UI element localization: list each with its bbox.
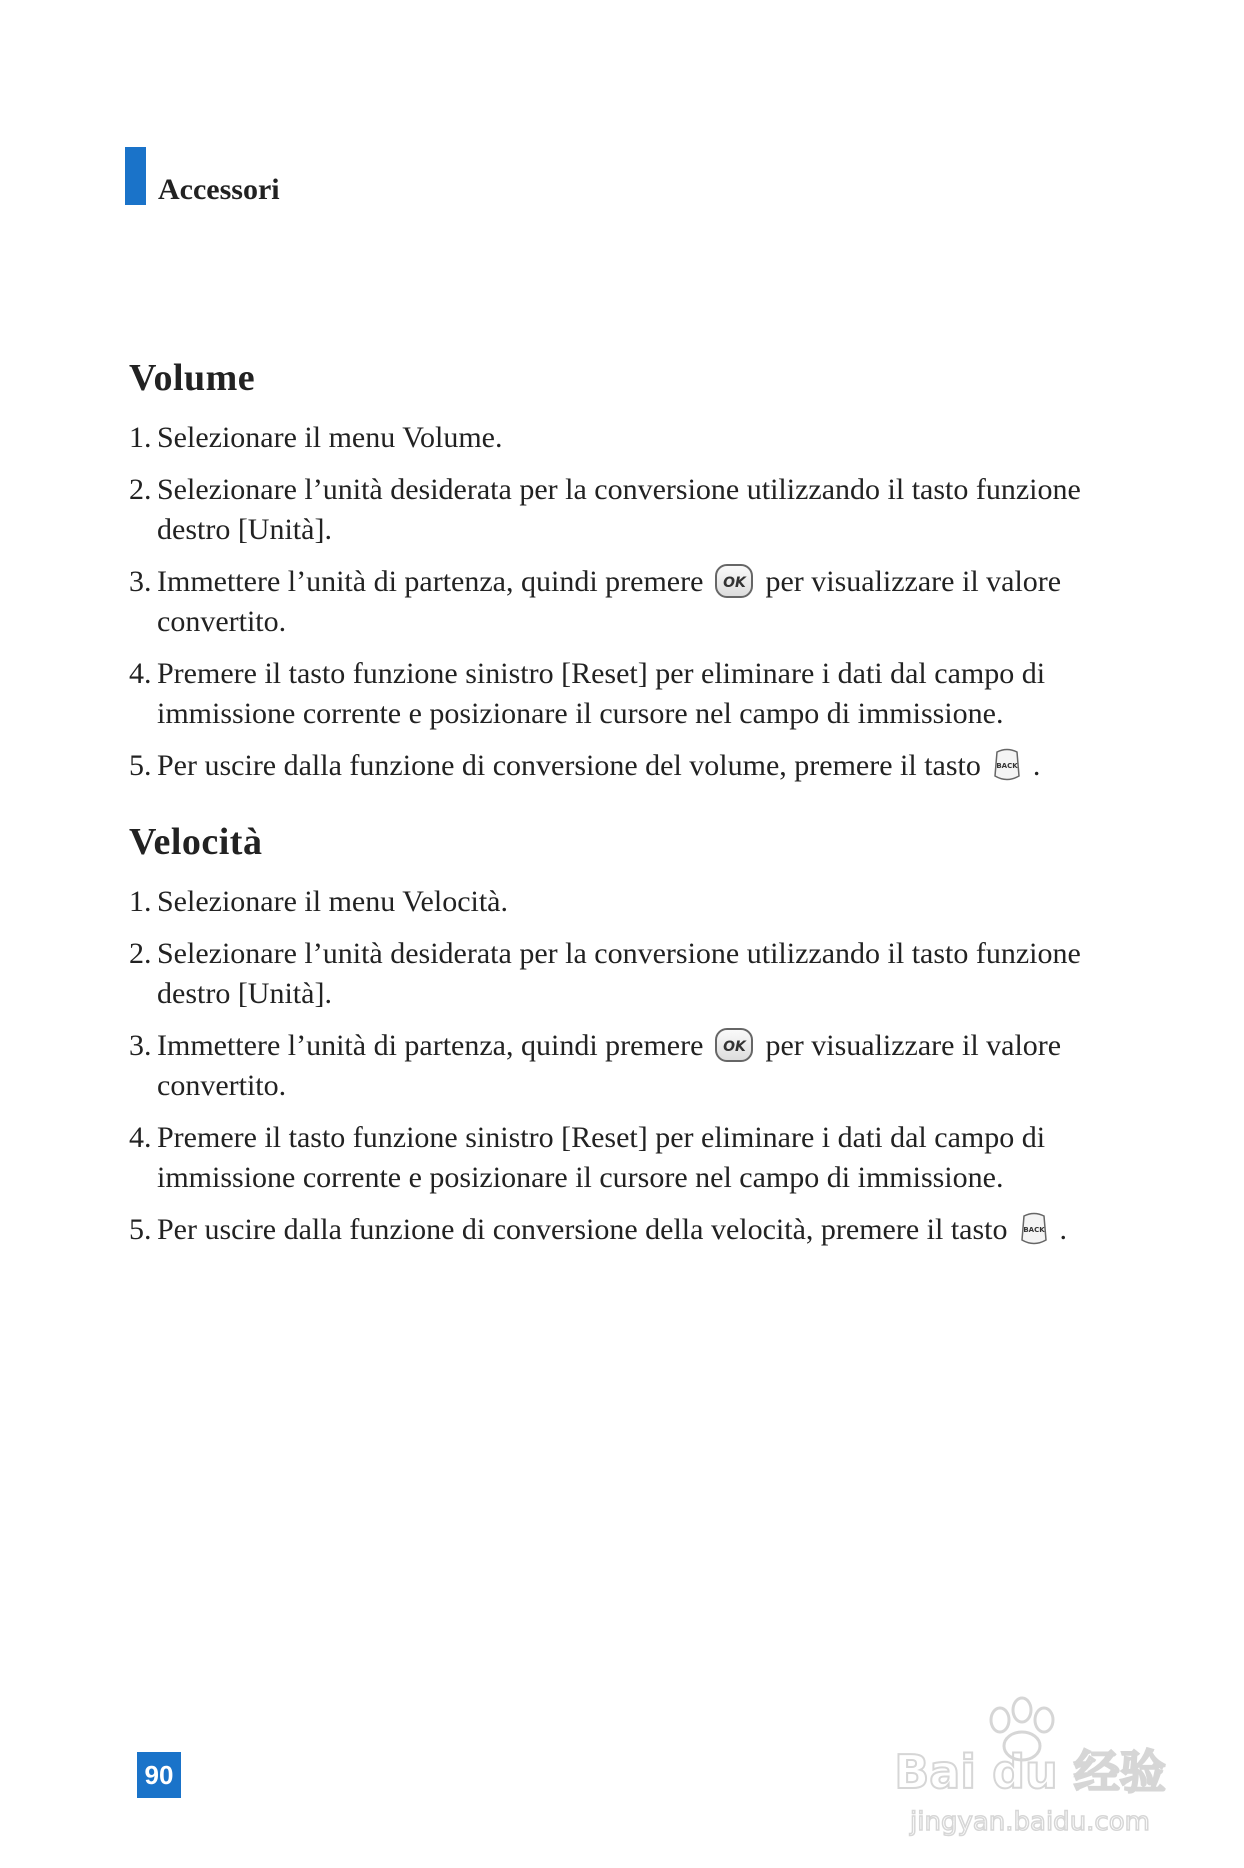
header-accent-bar [125,147,146,205]
back-key-icon [1020,1210,1048,1248]
svg-text:jingyan.baidu.com: jingyan.baidu.com [910,1807,1150,1837]
list-item: 1. Selezionare il menu Volume. [129,421,503,454]
list-item: 1. Selezionare il menu Velocità. [129,885,508,918]
list-item: 5. Per uscire dalla funzione di conversione della velocità, premere il tasto BACK . [129,1210,1109,1251]
section-title: Volume [129,357,256,399]
ok-key-icon: OK [715,564,753,598]
chapter-title: Accessori [158,173,280,206]
list-item: 2. Selezionare l’unità desiderata per la conversione utilizzando il tasto funzione destro [Unità]. [129,473,1081,546]
ok-key-icon: OK [715,1028,753,1062]
svg-text:BACK: BACK [996,762,1018,771]
svg-text:BACK: BACK [1022,1226,1045,1235]
section-volume [129,356,1109,799]
section-velocita [129,820,1109,1263]
back-key-icon [993,746,1021,784]
section-title: Velocità [129,821,263,863]
list-item: 3. Immettere l’unità di partenza, quindi premere OK per visualizzare il valore convertito. [129,565,1062,638]
list-item: 4. Premere il tasto funzione sinistro [Reset] per eliminare i dati dal campo di immissione corrente e posizionare il cursore nel campo di immissione. [129,657,1046,730]
list-item: 4. Premere il tasto funzione sinistro [Reset] per eliminare i dati dal campo di immissione corrente e posizionare il cursore nel campo di immissione. [129,1121,1046,1194]
svg-text:Bai du 经验: Bai du 经验 [894,1745,1166,1799]
baidu-watermark-logo [880,1680,1180,1840]
instruction-list [129,882,1109,1251]
list-item: 2. Selezionare l’unità desiderata per la conversione utilizzando il tasto funzione destro [Unità]. [129,937,1081,1010]
page-number: 90 [137,1752,181,1798]
list-item: 5. Per uscire dalla funzione di conversione del volume, premere il tasto BACK . [129,746,1109,787]
instruction-list [129,418,1109,787]
list-item: 3. Immettere l’unità di partenza, quindi premere OK per visualizzare il valore convertito. [129,1029,1062,1102]
